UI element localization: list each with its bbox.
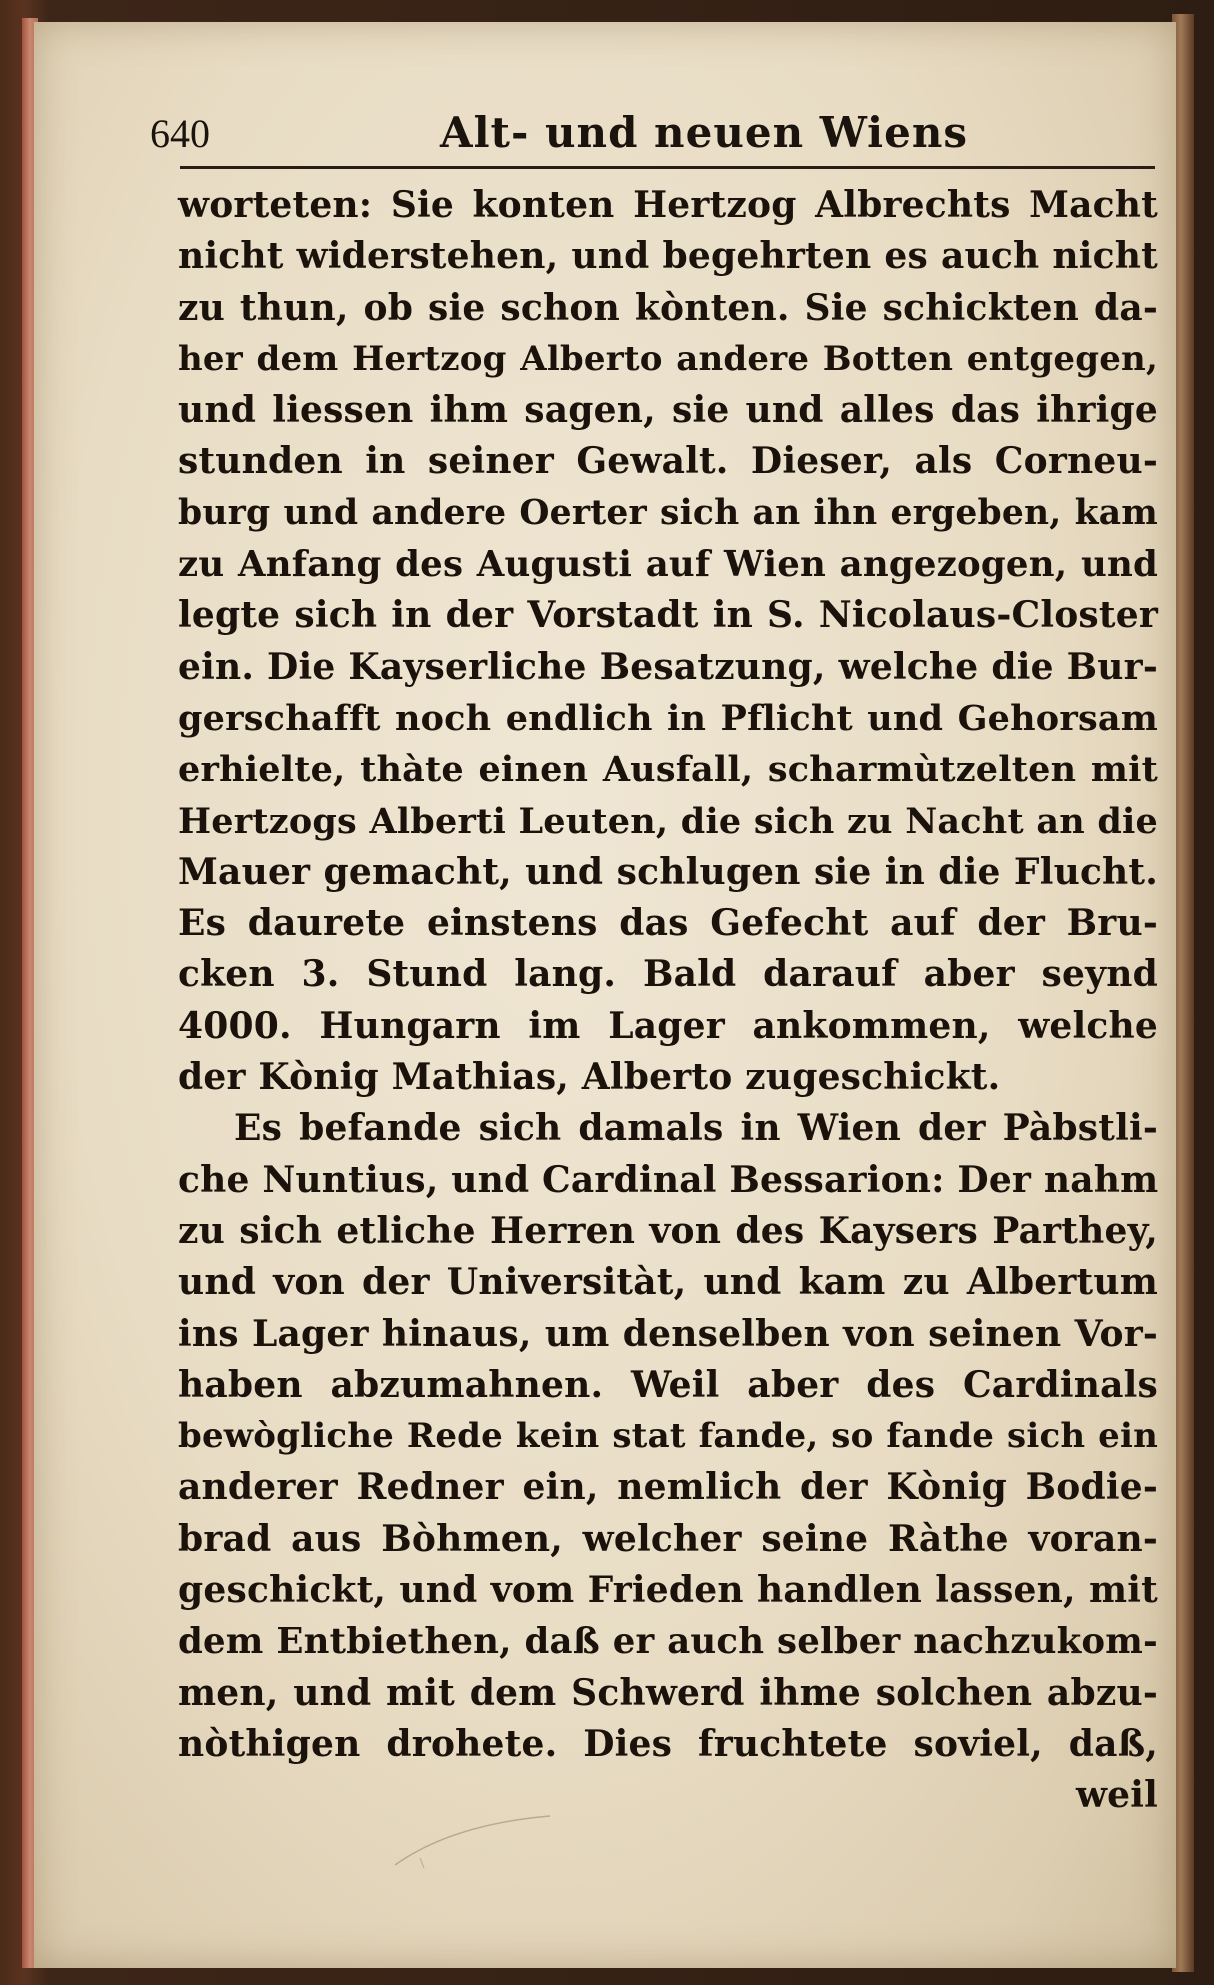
text-line: ins Lager hinaus, um denselben von seinen Vor- bbox=[178, 1312, 1158, 1355]
header-rule bbox=[180, 166, 1155, 169]
text-line: bewògliche Rede kein stat fande, so fande sich ein bbox=[178, 1416, 1158, 1457]
text-line: brad aus Bòhmen, welcher seine Ràthe voran- bbox=[178, 1517, 1158, 1560]
running-title: Alt- und neuen Wiens bbox=[440, 108, 969, 157]
text-line: worteten: Sie konten Hertzog Albrechts Macht bbox=[178, 184, 1158, 226]
text-line: legte sich in der Vorstadt in S. Nicolaus-Closter bbox=[178, 594, 1158, 637]
text-line: geschickt, und vom Frieden handlen lassen, mit bbox=[178, 1569, 1158, 1612]
page-number: 640 bbox=[150, 111, 210, 156]
text-line: stunden in seiner Gewalt. Dieser, als Corneu- bbox=[178, 440, 1158, 483]
text-line: und liessen ihm sagen, sie und alles das ihrige bbox=[178, 389, 1158, 432]
text-line: ein. Die Kayserliche Besatzung, welche die Bur- bbox=[178, 645, 1158, 688]
text-line: und von der Universitàt, und kam zu Albertum bbox=[178, 1261, 1158, 1304]
text-line: anderer Redner ein, nemlich der Kònig Bodie- bbox=[178, 1466, 1158, 1509]
text-line: nòthigen drohete. Dies fruchtete soviel, daß, bbox=[178, 1722, 1158, 1765]
text-line: gerschafft noch endlich in Pflicht und Gehorsam bbox=[178, 697, 1158, 739]
text-line: burg und andere Oerter sich an ihn ergeben, kam bbox=[178, 492, 1158, 533]
body-text bbox=[178, 180, 1158, 1822]
text-line: dem Entbiethen, daß er auch selber nachzukom- bbox=[178, 1621, 1158, 1663]
pencil-mark bbox=[390, 1810, 560, 1870]
text-line: zu Anfang des Augusti auf Wien angezogen, und bbox=[178, 544, 1158, 586]
text-line: erhielte, thàte einen Ausfall, scharmùtzelten mit bbox=[178, 749, 1158, 791]
text-line: cken 3. Stund lang. Bald darauf aber seynd bbox=[178, 953, 1158, 996]
text-line: haben abzumahnen. Weil aber des Cardinals bbox=[178, 1363, 1158, 1406]
text-line: zu thun, ob sie schon kònten. Sie schickten da- bbox=[178, 286, 1158, 329]
text-line: Es daurete einstens das Gefecht auf der Bru- bbox=[178, 902, 1158, 945]
catchword: weil bbox=[1075, 1774, 1158, 1817]
text-line-indented: Es befande sich damals in Wien der Pàbstli- bbox=[234, 1107, 1158, 1150]
text-line: zu sich etliche Herren von des Kaysers Parthey, bbox=[178, 1209, 1158, 1252]
text-line: nicht widerstehen, und begehrten es auch nicht bbox=[178, 235, 1158, 278]
text-line: men, und mit dem Schwerd ihme solchen abzu- bbox=[178, 1671, 1158, 1714]
text-line: der Kònig Mathias, Alberto zugeschickt. bbox=[178, 1056, 1001, 1099]
text-line: 4000. Hungarn im Lager ankommen, welche bbox=[178, 1004, 1158, 1047]
text-line: her dem Hertzog Alberto andere Botten entgegen, bbox=[178, 338, 1158, 379]
text-line: Mauer gemacht, und schlugen sie in die Flucht. bbox=[178, 850, 1158, 893]
page-header bbox=[150, 104, 1140, 164]
text-line: Hertzogs Alberti Leuten, die sich zu Nacht an die bbox=[178, 800, 1158, 842]
text-line: che Nuntius, und Cardinal Bessarion: Der nahm bbox=[178, 1158, 1159, 1201]
